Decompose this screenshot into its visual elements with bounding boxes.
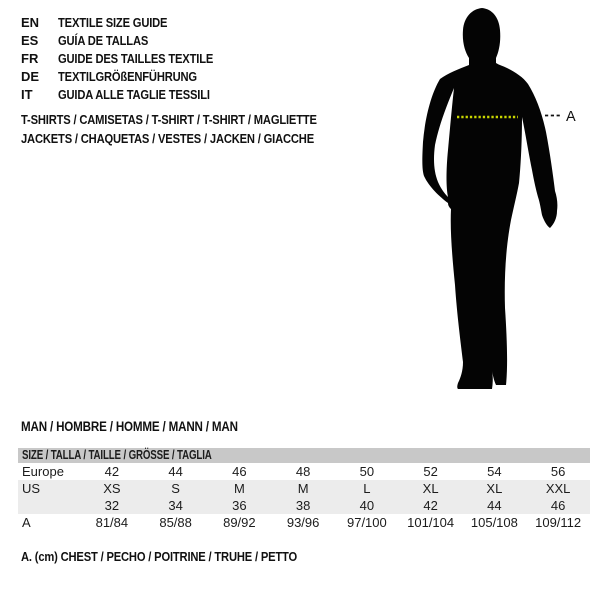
size-figure (395, 0, 600, 400)
table-row-numeric (18, 497, 590, 514)
table-header: SIZE / TALLA / TAILLE / GRÖSSE / TAGLIA (18, 448, 590, 463)
language-row (21, 49, 238, 67)
size-cell: 97/100 (346, 515, 387, 530)
size-cell: 101/104 (407, 515, 455, 530)
man-silhouette (422, 8, 557, 389)
measure-label-a: A (566, 109, 576, 125)
size-cell: 54 (487, 464, 502, 479)
size-cell: XS (80, 480, 144, 497)
language-code: DE (21, 68, 40, 84)
language-row (21, 85, 238, 103)
language-code: FR (21, 50, 39, 66)
language-row (21, 67, 238, 85)
size-cell: S (144, 480, 208, 497)
size-cell: 38 (271, 497, 335, 514)
size-cell: 34 (144, 497, 208, 514)
size-cell: 81/84 (95, 515, 129, 530)
language-list (21, 13, 238, 103)
size-cell: 93/96 (286, 515, 320, 530)
language-label: GUIDE DES TAILLES TEXTILE (58, 50, 214, 66)
table-row-europe (18, 463, 590, 480)
size-table (18, 448, 590, 531)
size-cell: 44 (168, 464, 183, 479)
size-cell: XL (399, 480, 463, 497)
language-code: ES (21, 32, 39, 48)
size-cell: 46 (526, 497, 590, 514)
category-line-tshirts: T-SHIRTS / CAMISETAS / T-SHIRT / T-SHIRT / MAGLIETTE (21, 112, 317, 127)
size-cell: 42 (104, 464, 120, 479)
row-label: Europe (22, 464, 64, 479)
size-cell: XXL (526, 480, 590, 497)
size-cell: 46 (232, 464, 247, 479)
language-label: GUÍA DE TALLAS (58, 32, 149, 48)
size-cell: 109/112 (535, 515, 582, 530)
language-label: TEXTILE SIZE GUIDE (58, 14, 168, 30)
row-label: US (18, 480, 80, 497)
category-line-jackets: JACKETS / CHAQUETAS / VESTES / JACKEN / GIACCHE (21, 131, 314, 146)
language-label: TEXTILGRÖßENFÜHRUNG (58, 68, 197, 84)
size-cell: 89/92 (223, 515, 256, 530)
size-cell: 56 (550, 464, 566, 479)
section-title: MAN / HOMBRE / HOMME / MANN / MAN (21, 418, 238, 434)
table-row-us (18, 480, 590, 497)
size-cell: 48 (295, 464, 311, 479)
size-cell: M (208, 480, 272, 497)
language-row (21, 13, 238, 31)
table-row-chest-a (18, 514, 590, 531)
size-cell: 52 (423, 464, 438, 479)
language-label: GUIDA ALLE TAGLIE TESSILI (58, 86, 210, 102)
size-cell: M (271, 480, 335, 497)
category-list (21, 110, 365, 148)
language-code: IT (21, 86, 33, 102)
size-cell: XL (463, 480, 527, 497)
size-cell: 42 (399, 497, 463, 514)
language-row (21, 31, 238, 49)
row-label (18, 497, 80, 514)
size-cell: 44 (463, 497, 527, 514)
size-cell: 40 (335, 497, 399, 514)
measurement-note: A. (cm) CHEST / PECHO / POITRINE / TRUHE / PETTO (21, 548, 298, 564)
size-cell: 32 (80, 497, 144, 514)
size-cell: L (335, 480, 399, 497)
language-code: EN (21, 14, 40, 30)
size-cell: 85/88 (159, 515, 192, 530)
size-cell: 105/108 (470, 515, 518, 530)
size-cell: 36 (208, 497, 272, 514)
row-label: A (22, 515, 31, 530)
size-cell: 50 (359, 464, 375, 479)
table-header-row (18, 448, 590, 463)
